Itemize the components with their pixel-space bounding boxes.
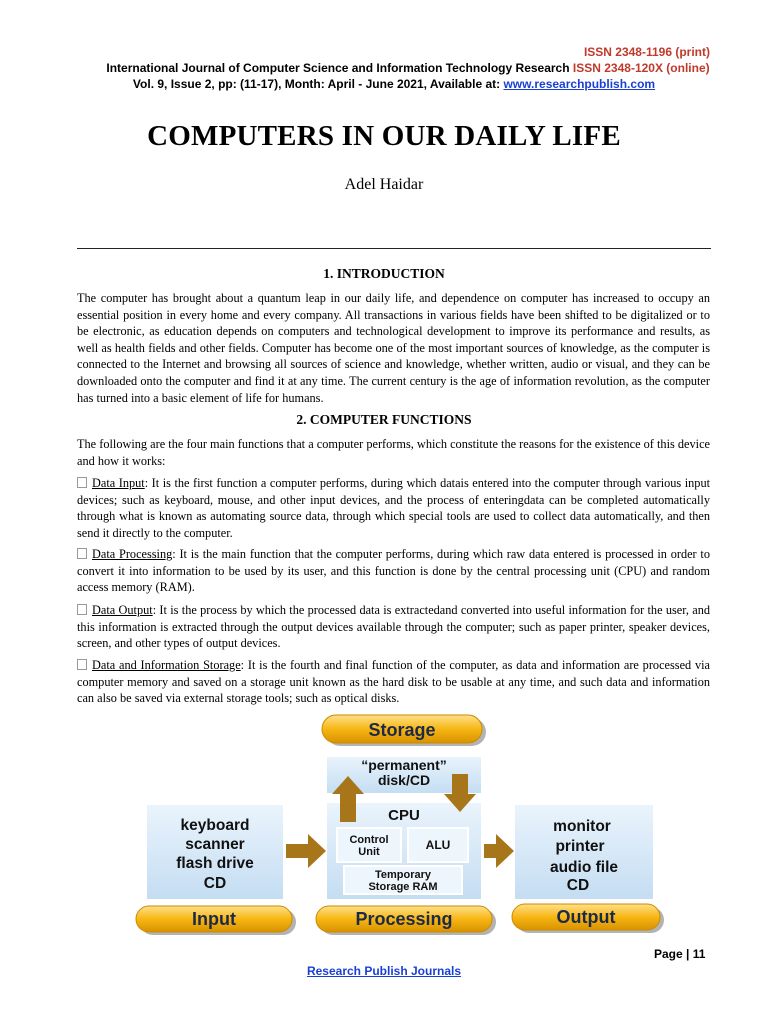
processing-pill xyxy=(316,906,496,935)
temporary-line1: Temporary xyxy=(374,869,432,881)
permanent-label-line2: disk/CD xyxy=(377,772,431,788)
input-device-2: scanner xyxy=(185,836,245,853)
function-item-input xyxy=(77,475,710,541)
output-device-2: printer xyxy=(555,838,605,855)
bullet-box-icon xyxy=(77,604,87,615)
function-item-output xyxy=(77,602,710,652)
storage-label: Storage xyxy=(368,720,436,740)
page-number: Page | 11 xyxy=(654,947,706,961)
input-pill xyxy=(136,906,296,935)
title-divider xyxy=(77,248,711,249)
temporary-line2: Storage RAM xyxy=(368,881,438,893)
journal-site-link[interactable]: www.researchpublish.com xyxy=(503,77,656,91)
output-devices-box xyxy=(514,804,654,900)
functions-intro: The following are the four main functions that a computer performs, which constitute the reasons for the existence of this device and how it works: xyxy=(77,437,710,468)
output-pill xyxy=(512,904,664,933)
bullet-box-icon xyxy=(77,659,87,670)
cpu-label: CPU xyxy=(388,807,420,824)
bullet-box-icon xyxy=(77,477,87,488)
computer-functions-diagram xyxy=(0,712,768,952)
storage-pill xyxy=(322,715,486,746)
bullet-box-icon xyxy=(77,548,87,559)
function-label: Data and Information Storage xyxy=(92,658,241,672)
processing-label: Processing xyxy=(355,909,453,929)
input-device-3: flash drive xyxy=(176,855,254,872)
input-devices-box xyxy=(146,804,284,900)
function-label: Data Output xyxy=(92,603,153,617)
input-device-4: CD xyxy=(203,875,227,892)
issn-print: ISSN 2348-1196 (print) xyxy=(583,45,710,59)
issn-block xyxy=(584,44,710,60)
function-text: : It is the fourth and final function of the computer, as data and information are processed via computer memory and saved on a storage unit known as the hard disk to be usable at any time, and such data and information can also be saved via external storage tools; such as optical disks. xyxy=(77,658,710,706)
section-heading-functions: 2. COMPUTER FUNCTIONS xyxy=(296,412,472,427)
function-label: Data Processing xyxy=(92,547,173,561)
function-text: : It is the process by which the processed data is extractedand converted into useful information for the user, and this information is extracted through the output devices available through the computer; such as paper printer, speaker devices, screen, and other types of output devices. xyxy=(77,603,710,651)
output-label: Output xyxy=(556,907,616,927)
function-text: : It is the main function that the computer performs, during which raw data entered is processed in order to convert it into information to be used by its user, and this function is done by the central processing unit (CPU) and random access memory (RAM). xyxy=(77,547,710,595)
volume-line xyxy=(10,76,768,92)
output-device-1: monitor xyxy=(553,818,611,835)
section-heading-introduction: 1. INTRODUCTION xyxy=(323,266,445,281)
volume-info: Vol. 9, Issue 2, pp: (11-17), Month: April - June 2021, Available at: xyxy=(132,77,501,91)
control-unit-line1: Control xyxy=(349,834,389,846)
journal-title-line xyxy=(24,60,768,76)
issn-online: ISSN 2348-120X (online) xyxy=(572,61,710,75)
function-item-storage xyxy=(77,657,710,707)
paper-author: Adel Haidar xyxy=(344,176,424,193)
output-device-4: CD xyxy=(566,877,590,894)
input-label: Input xyxy=(192,909,236,929)
function-item-processing xyxy=(77,546,710,596)
control-unit-line2: Unit xyxy=(358,846,380,858)
arrow-right-icon xyxy=(286,834,326,868)
permanent-label-line1: “permanent” xyxy=(361,757,447,773)
function-label: Data Input xyxy=(92,476,145,490)
input-device-1: keyboard xyxy=(180,817,250,834)
function-text: : It is the first function a computer performs, during which datais entered into the computer through various input devices; such as keyboard, mouse, and other input devices, and the process of enteringdata can be completed automatically through what is known as automating source data, through which special tools are used to collect data automatically, and then send it directly to the computer. xyxy=(77,476,711,540)
introduction-paragraph: The computer has brought about a quantum leap in our daily life, and dependence on computer has increased to occupy an essential position in every home and every company. All transactions in various fields have been shifted to be digitalized or to be electronic, as education depends on computers and technological development to improve its performance and results, as well as health fields and other fields. Computer has become one of the most important sources of knowledge, as the computer is connected to the Internet and browsing all sources of science and knowledge, whether written, audio or visual, and they can be downloaded onto the computer and find it at any time. The current century is the age of information revolution, as the computer has turned into a basic element of life for humans. xyxy=(77,291,710,405)
paper-title: COMPUTERS IN OUR DAILY LIFE xyxy=(147,120,621,152)
journal-name: International Journal of Computer Science and Information Technology Research xyxy=(106,61,570,75)
output-device-3: audio file xyxy=(549,859,619,876)
arrow-right-icon xyxy=(484,834,514,868)
footer xyxy=(0,964,768,978)
alu-label: ALU xyxy=(425,838,451,852)
publisher-link[interactable]: Research Publish Journals xyxy=(306,964,462,978)
